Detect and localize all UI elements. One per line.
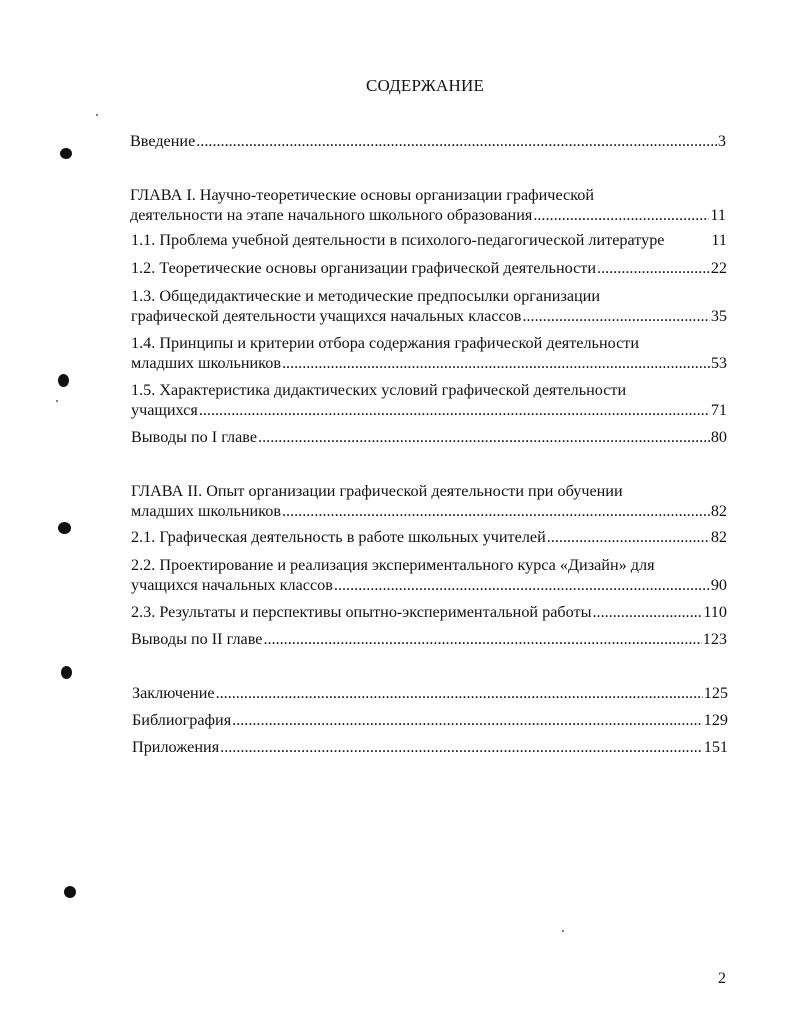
dot-leader (258, 427, 710, 447)
toc-entry-1-4 (131, 333, 727, 373)
dot-leader (232, 710, 703, 730)
toc-entry-1-5 (131, 380, 727, 420)
toc-entry-page: 11 (711, 231, 727, 249)
toc-entry-appendices (132, 737, 728, 757)
toc-entry-page: 22 (710, 259, 727, 277)
toc-entry-first-line: 2.2. Проектирование и реализация экспериментального курса «Дизайн» для (131, 556, 655, 574)
toc-entry-page: 53 (710, 354, 727, 372)
toc-entry-conclusions-1 (131, 427, 727, 447)
toc-entry-page: 11 (710, 206, 726, 224)
dot-leader (199, 400, 710, 420)
dot-leader (282, 501, 710, 521)
scan-speck (562, 930, 564, 932)
toc-entry-text: учащихся начальных классов (131, 576, 333, 594)
toc-entry-text: деятельности на этапе начального школьного образования (130, 206, 533, 224)
toc-entry-text: 2.1. Графическая деятельность в работе школьных учителей (131, 528, 546, 546)
toc-entry-page: 82 (710, 528, 727, 546)
toc-entry-chapter-1 (130, 185, 726, 225)
toc-entry-page: 90 (710, 576, 727, 594)
toc-entry-first-line: 1.5. Характеристика дидактических условий графической деятельности (131, 381, 627, 399)
toc-entry-text: Выводы по I главе (131, 428, 258, 446)
toc-entry-page: 129 (703, 711, 728, 729)
punch-hole-mark (61, 666, 72, 679)
toc-entry-2-3 (131, 602, 727, 622)
dot-leader (522, 306, 709, 326)
toc-entry-text: 1.1. Проблема учебной деятельности в психолого-педагогической литературе (131, 231, 665, 249)
scan-speck (56, 400, 58, 402)
toc-entry-first-line: 1.4. Принципы и критерии отбора содержания графической деятельности (131, 334, 640, 352)
toc-entry-page: 71 (710, 401, 727, 419)
toc-entry-text: младших школьников (131, 354, 281, 372)
page-number: 2 (718, 970, 726, 987)
toc-entry-text: младших школьников (131, 502, 281, 520)
dot-leader (196, 131, 717, 151)
toc-title: СОДЕРЖАНИЕ (365, 76, 485, 95)
toc-entry-text: Библиография (132, 711, 232, 729)
toc-entry-page: 35 (710, 307, 727, 325)
toc-entry-first-line: 1.3. Общедидактические и методические предпосылки организации (131, 287, 601, 305)
toc-entry-first-line: ГЛАВА I. Научно-теоретические основы организации графической (130, 186, 595, 204)
toc-entry-intro (130, 131, 726, 151)
toc-entry-page: 125 (703, 684, 728, 702)
punch-hole-mark (64, 886, 76, 898)
punch-hole-mark (60, 148, 72, 159)
toc-entry-1-3 (131, 286, 727, 326)
toc-entry-text: учащихся (131, 401, 198, 419)
toc-entry-page: 123 (702, 630, 727, 648)
toc-entry-text: графической деятельности учащихся начальных классов (131, 307, 522, 325)
punch-hole-mark (58, 374, 69, 387)
toc-entry-1-2 (131, 258, 727, 278)
dot-leader (216, 683, 703, 703)
toc-entry-page: 82 (710, 502, 727, 520)
dot-leader (334, 575, 710, 595)
dot-leader (263, 629, 701, 649)
toc-entry-text: 1.2. Теоретические основы организации графической деятельности (131, 259, 597, 277)
dot-leader (597, 258, 710, 278)
toc-entry-bibliography (132, 710, 728, 730)
toc-entry-text: Выводы по II главе (131, 630, 263, 648)
toc-entry-text: 2.3. Результаты и перспективы опытно-экспериментальной работы (131, 603, 592, 621)
toc-entry-first-line: ГЛАВА II. Опыт организации графической деятельности при обучении (131, 482, 623, 500)
toc-entry-text: Приложения (132, 738, 220, 756)
dot-leader (592, 602, 702, 622)
toc-entry-page: 3 (717, 132, 726, 150)
dot-leader (547, 527, 710, 547)
toc-entry-page: 151 (703, 738, 728, 756)
toc-entry-2-2 (131, 555, 727, 595)
toc-entry-text: Введение (130, 132, 196, 150)
dot-leader (220, 737, 703, 757)
toc-entry-page: 110 (703, 603, 727, 621)
scan-speck (96, 114, 98, 116)
dot-leader (282, 353, 710, 373)
toc-entry-1-1 (131, 230, 727, 250)
toc-entry-text: Заключение (132, 684, 215, 702)
toc-entry-conclusions-2 (131, 629, 727, 649)
punch-hole-mark (58, 522, 71, 534)
toc-entry-chapter-2 (131, 481, 727, 521)
toc-entry-2-1 (131, 527, 727, 547)
toc-entry-page: 80 (710, 428, 727, 446)
dot-leader (533, 205, 709, 225)
toc-entry-conclusion (132, 683, 728, 703)
